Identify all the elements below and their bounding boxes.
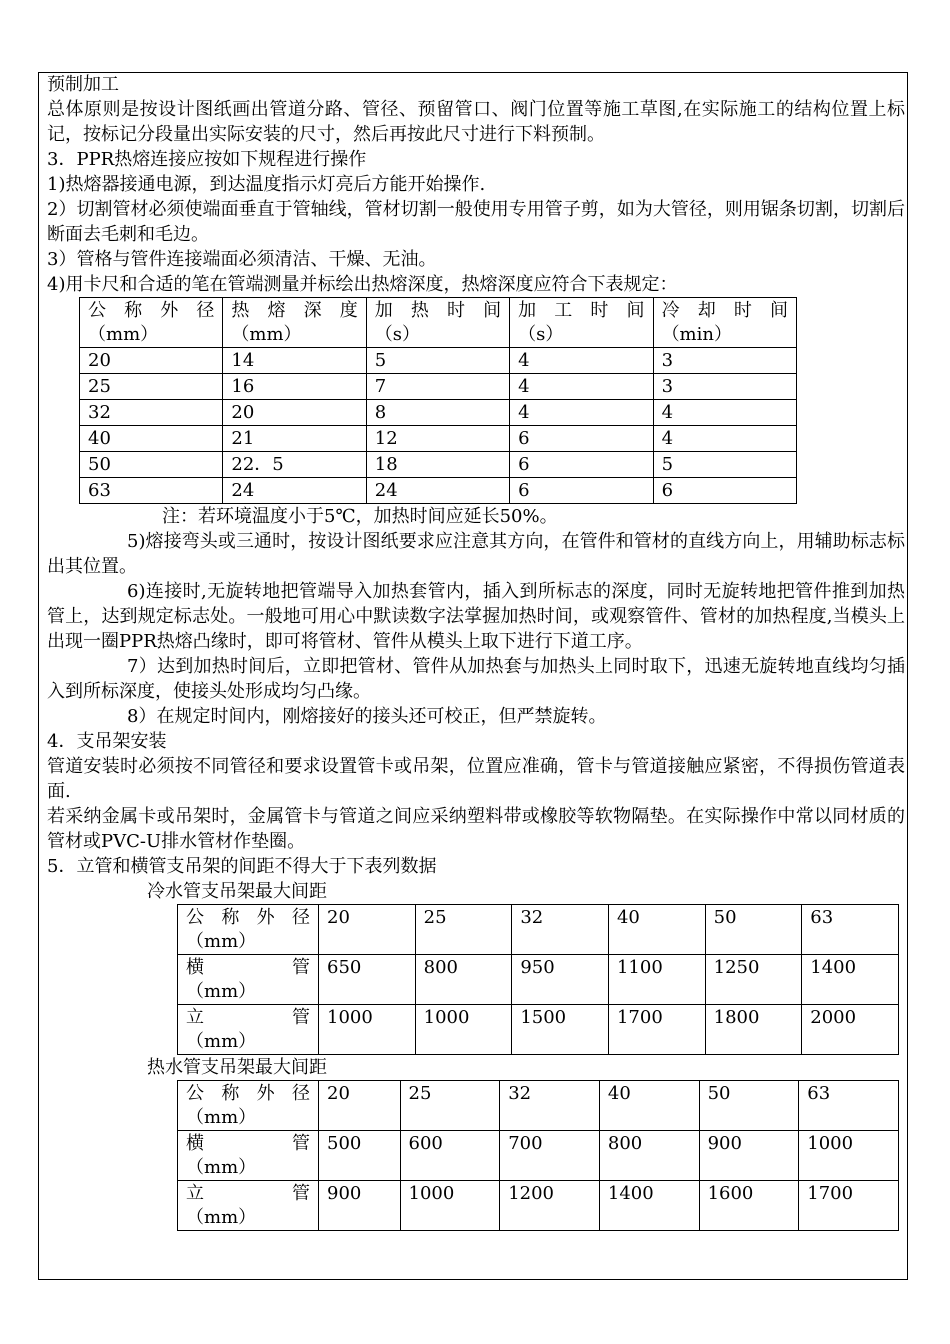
hot_table-value-cell: 20 [319, 1081, 401, 1131]
cold_table-value-cell: 50 [705, 905, 802, 955]
fusion-header-unit: （mm） [88, 324, 159, 345]
fusion-header-char: 称 [124, 300, 143, 321]
fusion-data-cell: 3 [653, 348, 796, 374]
hot_table-value-cell: 700 [500, 1131, 600, 1181]
cold_table-value-cell: 950 [512, 955, 609, 1005]
hot_table-label-char: 径 [291, 1083, 310, 1104]
section-4-paragraph-b: 若采纳金属卡或吊架时，金属管卡与管道之间应采纳塑料带或橡胶等软物隔垫。在实际操作中常以同材质的管材或PVC-U排水管材作垫圈。 [47, 806, 905, 852]
hot_table-value-cell: 900 [319, 1181, 401, 1231]
cold_table-value-cell: 2000 [802, 1005, 899, 1055]
step-4: 4)用卡尺和合适的笔在管端测量并标绘出热熔深度，热熔深度应符合下表规定： [47, 274, 678, 295]
cold-water-table-caption: 冷水管支吊架最大间距 [147, 881, 327, 902]
fusion-header-char: 工 [554, 300, 573, 321]
fusion-parameters-table [79, 297, 797, 504]
fusion-header-char: 加 [518, 300, 537, 321]
cold_table-row [178, 1005, 899, 1055]
fusion-data-cell: 4 [653, 400, 796, 426]
hot_table-value-cell: 500 [319, 1131, 401, 1181]
step-1: 1)热熔器接通电源，到达温度指示灯亮后方能开始操作. [47, 174, 486, 195]
cold_table-value-cell: 1250 [705, 955, 802, 1005]
cold_table-label-unit: （mm） [186, 981, 257, 1002]
cold_table-label-cell [178, 1005, 319, 1055]
cold_table-label [186, 906, 310, 930]
hot_table-label-unit: （mm） [186, 1107, 257, 1128]
section-4-paragraph-a: 管道安装时必须按不同管径和要求设置管卡或吊架，位置应准确，管卡与管道接触应紧密，不得损伤管道表面. [47, 756, 905, 802]
fusion-data-cell: 50 [80, 452, 223, 478]
hot_table-value-cell: 800 [599, 1131, 699, 1181]
cold_table-value-cell: 800 [415, 955, 512, 1005]
cold_table-label-char: 外 [256, 907, 275, 928]
cold_table-row [178, 905, 899, 955]
fusion-data-cell: 18 [366, 452, 509, 478]
fusion-header-char: 却 [697, 300, 716, 321]
fusion-data-cell: 6 [510, 426, 653, 452]
cold_table-value-cell: 1000 [319, 1005, 416, 1055]
fusion-header-char: 公 [88, 300, 106, 321]
fusion-header-char: 热 [410, 300, 429, 321]
fusion-header-row [80, 298, 797, 348]
cold_table-label-cell [178, 905, 319, 955]
fusion-header-cell [653, 298, 796, 348]
hot_table-label-cell [178, 1081, 319, 1131]
fusion-header-cell [510, 298, 653, 348]
fusion-header-cell [366, 298, 509, 348]
cold_table-value-cell: 1000 [415, 1005, 512, 1055]
hot_table-value-cell: 1200 [500, 1181, 600, 1231]
fusion-header-char: 热 [231, 300, 250, 321]
step-2: 2）切割管材必须使端面垂直于管轴线，管材切割一般使用专用管子剪，如为大管径，则用锯条切割，切割后断面去毛刺和毛边。 [47, 199, 905, 245]
hot_table-label-char: 横 [186, 1133, 204, 1154]
section-4-heading: 4．支吊架安装 [47, 731, 167, 752]
fusion-header-char: 冷 [661, 300, 680, 321]
hot_table-value-cell: 1000 [799, 1131, 899, 1181]
step-3: 3）管格与管件连接端面必须清洁、干燥、无油。 [47, 249, 437, 270]
fusion-header-unit: （s） [518, 324, 564, 345]
cold_table-label-char: 管 [292, 1007, 310, 1028]
hot_table-label [186, 1082, 310, 1106]
fusion-data-cell: 12 [366, 426, 509, 452]
fusion-data-cell: 14 [223, 348, 366, 374]
fusion-data-cell: 16 [223, 374, 366, 400]
cold_table-label-char: 横 [186, 957, 204, 978]
hot_table-label [186, 1132, 310, 1156]
document-body [47, 72, 905, 1231]
fusion-data-cell: 4 [653, 426, 796, 452]
cold_table-value-cell: 1100 [608, 955, 705, 1005]
hot_table-value-cell: 900 [699, 1131, 799, 1181]
section-3-heading: 3．PPR热熔连接应按如下规程进行操作 [47, 149, 367, 170]
hot_table-value-cell: 63 [799, 1081, 899, 1131]
cold_table-label-char: 管 [292, 957, 310, 978]
cold_table-value-cell: 25 [415, 905, 512, 955]
hot_table-label-char: 管 [292, 1183, 310, 1204]
hot_table-label-char: 公 [186, 1083, 204, 1104]
fusion-data-row [80, 426, 797, 452]
hot_table-label-unit: （mm） [186, 1207, 257, 1228]
cold_table-row [178, 955, 899, 1005]
fusion-data-cell: 4 [510, 374, 653, 400]
cold_table-label [186, 956, 310, 980]
fusion-header-label [518, 299, 644, 323]
temperature-note: 注：若环境温度小于5℃，加热时间应延长50%。 [162, 506, 558, 527]
fusion-data-cell: 20 [223, 400, 366, 426]
hot_table-label-unit: （mm） [186, 1157, 257, 1178]
fusion-header-char: 加 [374, 300, 393, 321]
fusion-header-char: 熔 [267, 300, 286, 321]
fusion-header-label [231, 299, 357, 323]
hot_table-row [178, 1181, 899, 1231]
heading-prefabrication: 预制加工 [47, 74, 119, 95]
fusion-data-cell: 40 [80, 426, 223, 452]
cold_table-value-cell: 20 [319, 905, 416, 955]
fusion-header-unit: （s） [374, 324, 421, 345]
hot_table-value-cell: 25 [400, 1081, 500, 1131]
fusion-data-row [80, 452, 797, 478]
hot-water-table-caption: 热水管支吊架最大间距 [147, 1057, 327, 1078]
fusion-data-cell: 5 [366, 348, 509, 374]
fusion-header-cell [80, 298, 223, 348]
fusion-data-cell: 4 [510, 348, 653, 374]
hot_table-label-char: 外 [256, 1083, 275, 1104]
paragraph-general-principle: 总体原则是按设计图纸画出管道分路、管径、预留管口、阀门位置等施工草图,在实际施工的结构位置上标记，按标记分段量出实际安装的尺寸，然后再按此尺寸进行下料预制。 [47, 99, 905, 145]
cold_table-value-cell: 1800 [705, 1005, 802, 1055]
fusion-data-cell: 6 [510, 452, 653, 478]
cold_table-value-cell: 650 [319, 955, 416, 1005]
hot_table-value-cell: 50 [699, 1081, 799, 1131]
fusion-header-char: 间 [483, 300, 502, 321]
fusion-data-cell: 5 [653, 452, 796, 478]
hot-water-support-table [177, 1080, 899, 1231]
hot_table-value-cell: 1700 [799, 1181, 899, 1231]
fusion-data-cell: 7 [366, 374, 509, 400]
cold_table-value-cell: 1400 [802, 955, 899, 1005]
fusion-header-char: 间 [626, 300, 645, 321]
hot_table-label-cell [178, 1181, 319, 1231]
cold_table-value-cell: 40 [608, 905, 705, 955]
hot_table-value-cell: 1000 [400, 1181, 500, 1231]
cold_table-value-cell: 32 [512, 905, 609, 955]
fusion-header-char: 深 [303, 300, 322, 321]
hot_table-label-cell [178, 1131, 319, 1181]
fusion-data-cell: 3 [653, 374, 796, 400]
cold_table-value-cell: 1700 [608, 1005, 705, 1055]
cold_table-label-cell [178, 955, 319, 1005]
fusion-data-row [80, 348, 797, 374]
fusion-header-label [88, 299, 214, 323]
step-6: 6)连接时,无旋转地把管端导入加热套管内，插入到所标志的深度，同时无旋转地把管件推到加热管上，达到规定标志处。一般地可用心中默读数字法掌握加热时间，或观察管件、管材的加热程度,当模头上出现一圈PPR热熔凸缘时，即可将管材、管件从模头上取下进行下道工序。 [47, 581, 905, 652]
hot_table-label [186, 1182, 310, 1206]
fusion-data-row [80, 478, 797, 504]
cold_table-label-unit: （mm） [186, 931, 257, 952]
hot_table-value-cell: 600 [400, 1131, 500, 1181]
fusion-data-cell: 6 [510, 478, 653, 504]
fusion-header-cell [223, 298, 366, 348]
cold_table-value-cell: 63 [802, 905, 899, 955]
cold_table-value-cell: 1500 [512, 1005, 609, 1055]
hot_table-value-cell: 1600 [699, 1181, 799, 1231]
hot_table-value-cell: 40 [599, 1081, 699, 1131]
fusion-header-unit: （mm） [231, 324, 302, 345]
fusion-data-cell: 20 [80, 348, 223, 374]
fusion-data-cell: 63 [80, 478, 223, 504]
cold_table-label [186, 1006, 310, 1030]
hot_table-row [178, 1081, 899, 1131]
fusion-header-unit: （min） [661, 324, 732, 345]
fusion-header-char: 径 [196, 300, 215, 321]
step-7: 7）达到加热时间后，立即把管材、管件从加热套与加热头上同时取下，迅速无旋转地直线均匀插入到所标深度，使接头处形成均匀凸缘。 [47, 656, 905, 702]
cold_table-label-char: 径 [291, 907, 310, 928]
fusion-header-char: 时 [590, 300, 609, 321]
fusion-data-cell: 32 [80, 400, 223, 426]
hot_table-label-char: 称 [221, 1083, 240, 1104]
step-8: 8）在规定时间内，刚熔接好的接头还可校正，但严禁旋转。 [127, 706, 607, 727]
cold_table-label-char: 公 [186, 907, 204, 928]
fusion-header-label [375, 299, 501, 323]
step-5: 5)熔接弯头或三通时，按设计图纸要求应注意其方向，在管件和管材的直线方向上，用辅助标志标出其位置。 [47, 531, 905, 577]
fusion-header-char: 度 [339, 300, 358, 321]
fusion-data-cell: 8 [366, 400, 509, 426]
fusion-data-cell: 22．5 [223, 452, 366, 478]
fusion-header-char: 时 [733, 300, 752, 321]
fusion-data-cell: 4 [510, 400, 653, 426]
cold_table-label-char: 称 [221, 907, 240, 928]
hot_table-label-char: 立 [186, 1183, 204, 1204]
section-5-heading: 5．立管和横管支吊架的间距不得大于下表列数据 [47, 856, 437, 877]
fusion-data-cell: 24 [223, 478, 366, 504]
cold_table-label-char: 立 [186, 1007, 204, 1028]
fusion-header-char: 间 [769, 300, 788, 321]
fusion-header-label [662, 299, 788, 323]
hot_table-value-cell: 32 [500, 1081, 600, 1131]
hot_table-row [178, 1131, 899, 1181]
fusion-header-char: 时 [447, 300, 466, 321]
fusion-data-row [80, 400, 797, 426]
hot_table-label-char: 管 [292, 1133, 310, 1154]
fusion-data-cell: 24 [366, 478, 509, 504]
fusion-data-row [80, 374, 797, 400]
hot_table-value-cell: 1400 [599, 1181, 699, 1231]
fusion-data-cell: 25 [80, 374, 223, 400]
cold-water-support-table [177, 904, 899, 1055]
fusion-header-char: 外 [160, 300, 179, 321]
fusion-data-cell: 21 [223, 426, 366, 452]
fusion-data-cell: 6 [653, 478, 796, 504]
cold_table-label-unit: （mm） [186, 1031, 257, 1052]
